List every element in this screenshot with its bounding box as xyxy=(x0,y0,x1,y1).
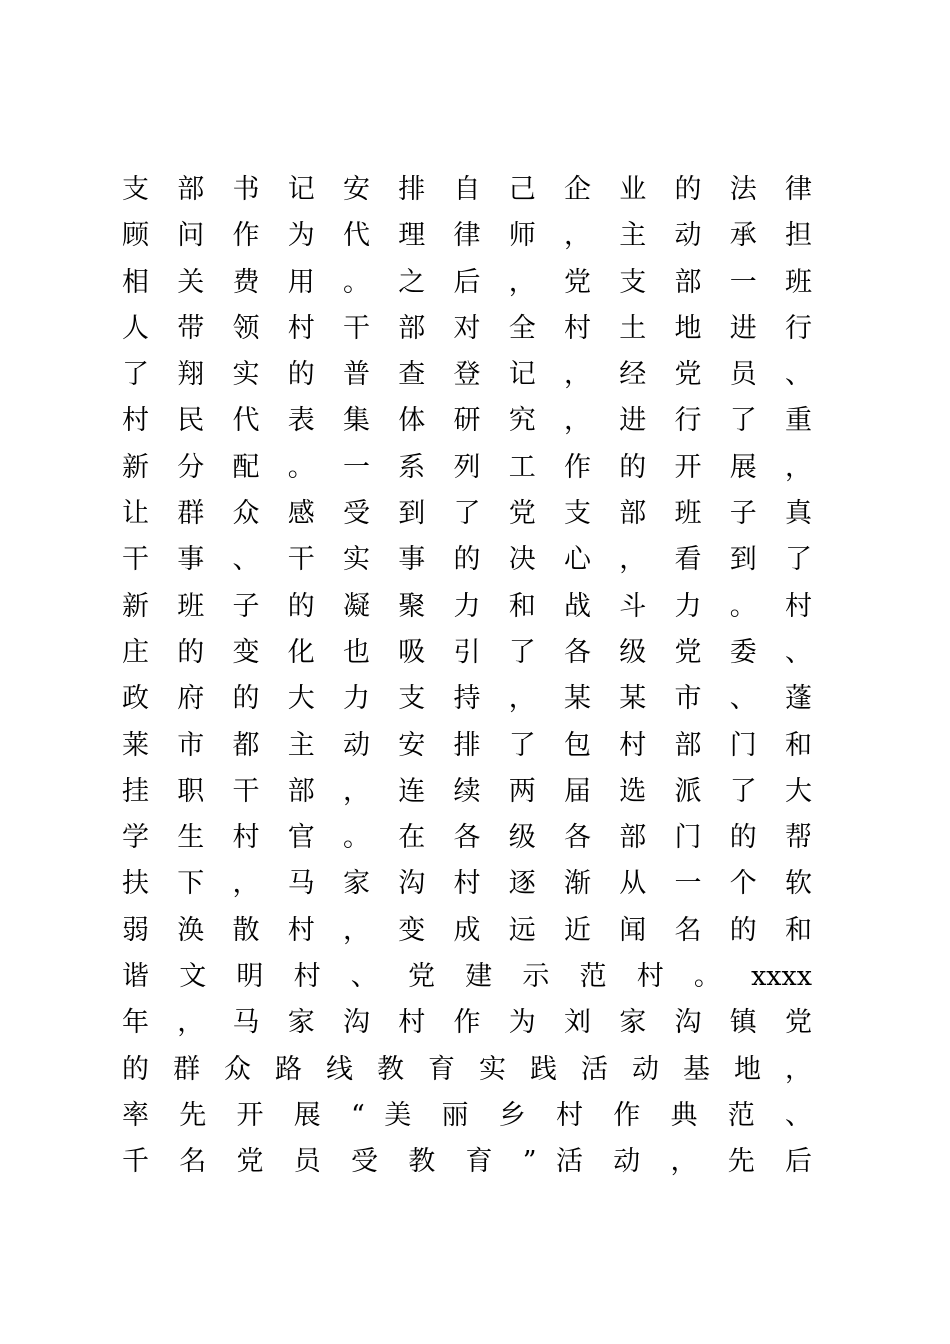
text-line: 相 关 费 用 。 之 后 ， 党 支 部 一 班 xyxy=(122,266,812,298)
text-line: 干 事 、 干 实 事 的 决 心 ， 看 到 了 xyxy=(122,544,812,576)
text-line: 让 群 众 感 受 到 了 党 支 部 班 子 真 xyxy=(122,498,812,530)
text-line: 人 带 领 村 干 部 对 全 村 土 地 进 行 xyxy=(122,312,812,344)
text-line: 顾 问 作 为 代 理 律 师 ， 主 动 承 担 xyxy=(122,220,812,252)
text-line: 挂 职 干 部 ， 连 续 两 届 选 派 了 大 xyxy=(122,775,812,807)
text-line: 新 分 配 。 一 系 列 工 作 的 开 展 ， xyxy=(122,451,812,483)
text-line: 了 翔 实 的 普 查 登 记 ， 经 党 员 、 xyxy=(122,359,812,391)
text-line: 庄 的 变 化 也 吸 引 了 各 级 党 委 、 xyxy=(122,636,812,668)
text-line: 学 生 村 官 。 在 各 级 各 部 门 的 帮 xyxy=(122,822,812,854)
text-line: 支 部 书 记 安 排 自 己 企 业 的 法 律 xyxy=(122,174,812,205)
body-text xyxy=(122,167,812,1186)
text-line: 率 先 开 展 “ 美 丽 乡 村 作 典 范 、 xyxy=(122,1099,812,1131)
text-line: 扶 下 ， 马 家 沟 村 逐 渐 从 一 个 软 xyxy=(122,868,812,900)
text-line: 的 群 众 路 线 教 育 实 践 活 动 基 地 ， xyxy=(122,1053,812,1085)
text-line: 政 府 的 大 力 支 持 ， 某 某 市 、 蓬 xyxy=(122,683,812,715)
text-line: 新 班 子 的 凝 聚 力 和 战 斗 力 。 村 xyxy=(122,590,812,622)
text-line: 弱 涣 散 村 ， 变 成 远 近 闻 名 的 和 xyxy=(122,914,812,946)
text-line: 村 民 代 表 集 体 研 究 ， 进 行 了 重 xyxy=(122,405,812,437)
text-line: 莱 市 都 主 动 安 排 了 包 村 部 门 和 xyxy=(122,729,812,761)
text-line: 谐 文 明 村 、 党 建 示 范 村 。 xxxx xyxy=(122,961,812,993)
text-line: 年 ， 马 家 沟 村 作 为 刘 家 沟 镇 党 xyxy=(122,1007,812,1039)
text-line: 千 名 党 员 受 教 育 ” 活 动 ， 先 后 xyxy=(122,1146,812,1178)
